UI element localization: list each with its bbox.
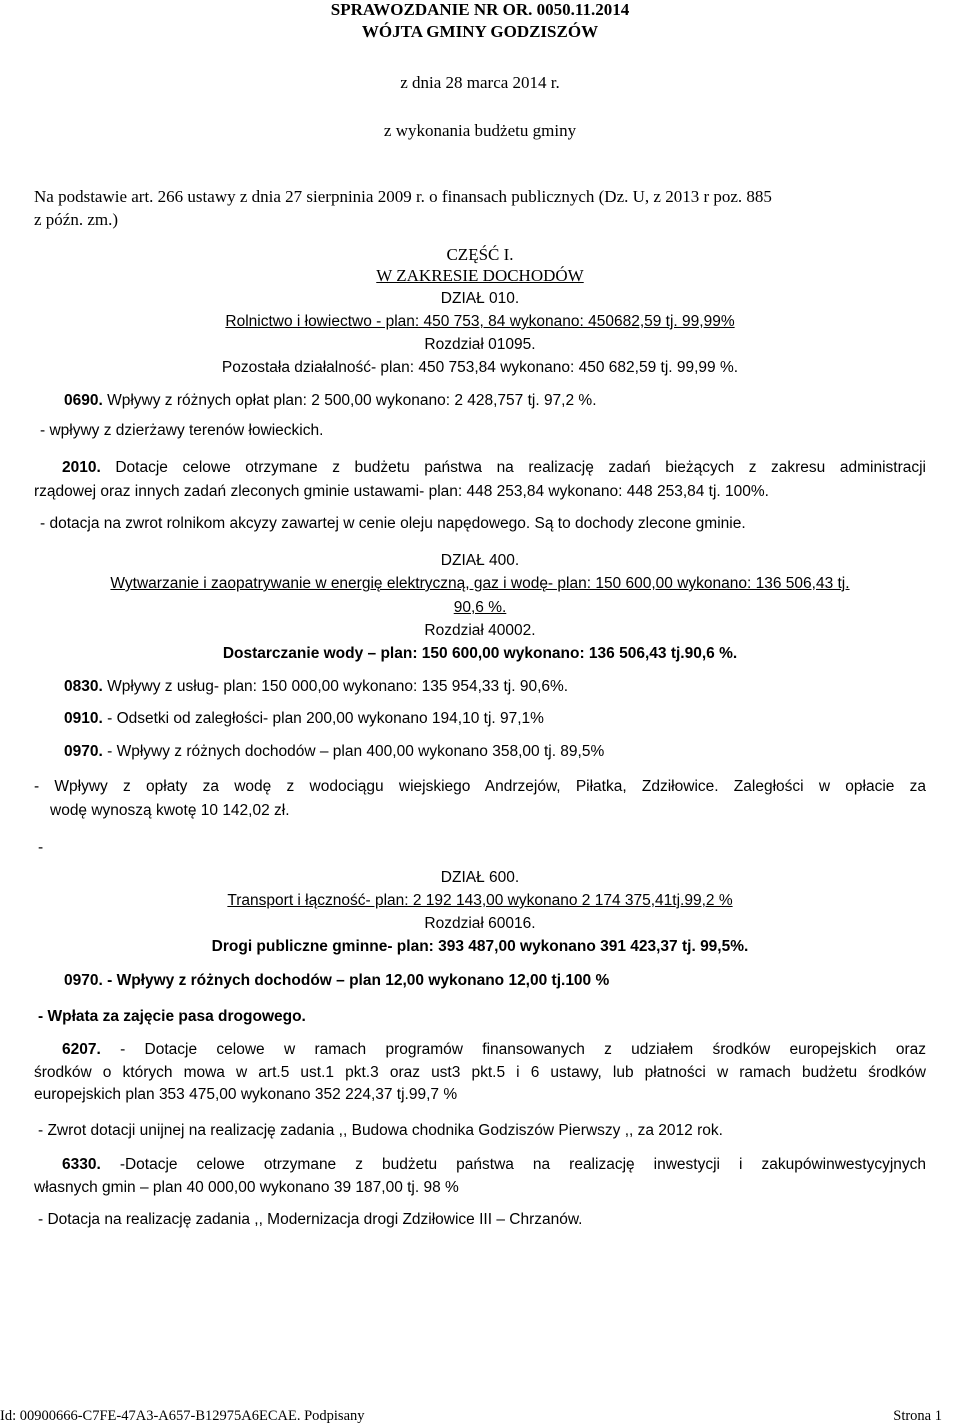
item-code: 0830. — [64, 678, 103, 695]
item-code: 0970. — [64, 972, 103, 989]
item-0690-note: - wpływy z dzierżawy terenów łowieckich. — [40, 422, 324, 439]
rozdzial-60016-title: Drogi publiczne gminne- plan: 393 487,00 wykonano 391 423,37 tj. 99,5%. — [211, 938, 749, 955]
item-0970-road-note: - Wpłata za zajęcie pasa drogowego. — [38, 1008, 306, 1025]
item-0830 — [64, 677, 568, 697]
item-6330-line2: własnych gmin – plan 40 000,00 wykonano 39 187,00 tj. 98 % — [34, 1179, 459, 1196]
item-code: 0970. — [64, 743, 103, 760]
item-text: Wpływy z usług- plan: 150 000,00 wykonano: 135 954,33 tj. 90,6%. — [102, 678, 569, 695]
item-text: -Dotacje celowe otrzymane z budżetu państwa na realizację inwestycji i zakupówinwestycyjnych — [100, 1156, 926, 1173]
dzial-010-title: Rolnictwo i łowiectwo - plan: 450 753, 84 wykonano: 450682,59 tj. 99,99% — [225, 313, 735, 330]
item-code: 6330. — [62, 1156, 101, 1173]
item-code: 0690. — [64, 392, 103, 409]
item-2010-line2: rządowej oraz innych zadań zleconych gminie ustawami- plan: 448 253,84 wykonano: 448 253,84 tj. 100%. — [34, 483, 769, 500]
item-text: - Wpływy z różnych dochodów – plan 400,00 wykonano 358,00 tj. 89,5% — [102, 743, 605, 760]
water-note-line2: wodę wynoszą kwotę 10 142,02 zł. — [50, 802, 290, 819]
rozdzial-40002-title: Dostarczanie wody – plan: 150 600,00 wykonano: 136 506,43 tj.90,6 %. — [222, 645, 738, 662]
part-title: CZĘŚĆ I. — [446, 245, 514, 264]
rozdzial-01095-heading: Rozdział 01095. — [424, 336, 536, 353]
document-id: Id: 00900666-C7FE-47A3-A657-B12975A6ECAE. Podpisany — [0, 1408, 365, 1424]
item-code: 6207. — [62, 1041, 101, 1058]
report-date: z dnia 28 marca 2014 r. — [400, 73, 560, 92]
item-text: - Wpływy z różnych dochodów – plan 12,00 wykonano 12,00 tj.100 % — [102, 972, 610, 989]
legal-basis-line1: Na podstawie art. 266 ustawy z dnia 27 sierpninia 2009 r. o finansach publicznych (Dz. U, z 2013 r poz. 885 — [34, 187, 772, 206]
dzial-600-heading: DZIAŁ 600. — [440, 869, 520, 886]
rozdzial-60016-heading: Rozdział 60016. — [424, 915, 536, 932]
item-6207-line2: środków o których mowa w art.5 ust.1 pkt.3 oraz ust3 pkt.5 i 6 ustawy, lub płatności w ramach budżetu środków — [34, 1064, 926, 1081]
item-6330-note: - Dotacja na realizację zadania ,, Modernizacja drogi Zdziłowice III – Chrzanów. — [38, 1211, 583, 1228]
legal-basis-line2: z późn. zm.) — [34, 210, 119, 229]
item-0690 — [64, 391, 597, 411]
item-text: - Odsetki od zaległości- plan 200,00 wykonano 194,10 tj. 97,1% — [102, 710, 544, 727]
page-footer — [0, 1408, 960, 1428]
report-subject: z wykonania budżetu gminy — [383, 121, 577, 140]
item-6207-note: - Zwrot dotacji unijnej na realizację zadania ,, Budowa chodnika Godziszów Pierwszy ,, za 2012 rok. — [38, 1122, 723, 1139]
item-6330-line1 — [34, 1153, 926, 1176]
item-0910 — [64, 709, 544, 729]
dzial-400-heading: DZIAŁ 400. — [440, 552, 520, 569]
item-6207-line3: europejskich plan 353 475,00 wykonano 352 224,37 tj.99,7 % — [34, 1086, 458, 1103]
item-2010-note: - dotacja na zwrot rolnikom akcyzy zawartej w cenie oleju napędowego. Są to dochody zlecone gminie. — [40, 515, 746, 532]
item-text: Dotacje celowe otrzymane z budżetu państwa na realizację zadań bieżących z zakresu administracji — [100, 459, 926, 476]
item-0970-road — [64, 971, 609, 991]
item-code: 2010. — [62, 459, 101, 476]
section-title: W ZAKRESIE DOCHODÓW — [376, 266, 584, 285]
dzial-600-title: Transport i łączność- plan: 2 192 143,00 wykonano 2 174 375,41tj.99,2 % — [227, 892, 733, 909]
dzial-010-heading: DZIAŁ 010. — [440, 290, 520, 307]
item-text: Wpływy z różnych opłat plan: 2 500,00 wykonano: 2 428,757 tj. 97,2 %. — [102, 392, 597, 409]
report-title: SPRAWOZDANIE NR OR. 0050.11.2014 — [330, 0, 630, 19]
dzial-400-title-line1: Wytwarzanie i zaopatrywanie w energię elektryczną, gaz i wodę- plan: 150 600,00 wykonano: 136 506,43 tj. — [110, 575, 850, 592]
dzial-400-title-line2: 90,6 %. — [453, 599, 507, 616]
water-note-line1: - Wpływy z opłaty za wodę z wodociągu wiejskiego Andrzejów, Piłatka, Zdziłowice. Zaległości w opłacie za — [34, 778, 926, 795]
report-author: WÓJTA GMINY GODZISZÓW — [361, 22, 599, 41]
item-2010-line1 — [34, 456, 926, 479]
stray-dash: - — [38, 839, 44, 856]
item-text: - Dotacje celowe w ramach programów finansowanych z udziałem środków europejskich oraz — [100, 1041, 926, 1058]
item-0970-water — [64, 742, 604, 762]
item-code: 0910. — [64, 710, 103, 727]
rozdzial-01095-title: Pozostała działalność- plan: 450 753,84 wykonano: 450 682,59 tj. 99,99 %. — [221, 359, 739, 376]
page-number: Strona 1 — [893, 1408, 942, 1424]
rozdzial-40002-heading: Rozdział 40002. — [424, 622, 536, 639]
item-6207-line1 — [34, 1038, 926, 1061]
